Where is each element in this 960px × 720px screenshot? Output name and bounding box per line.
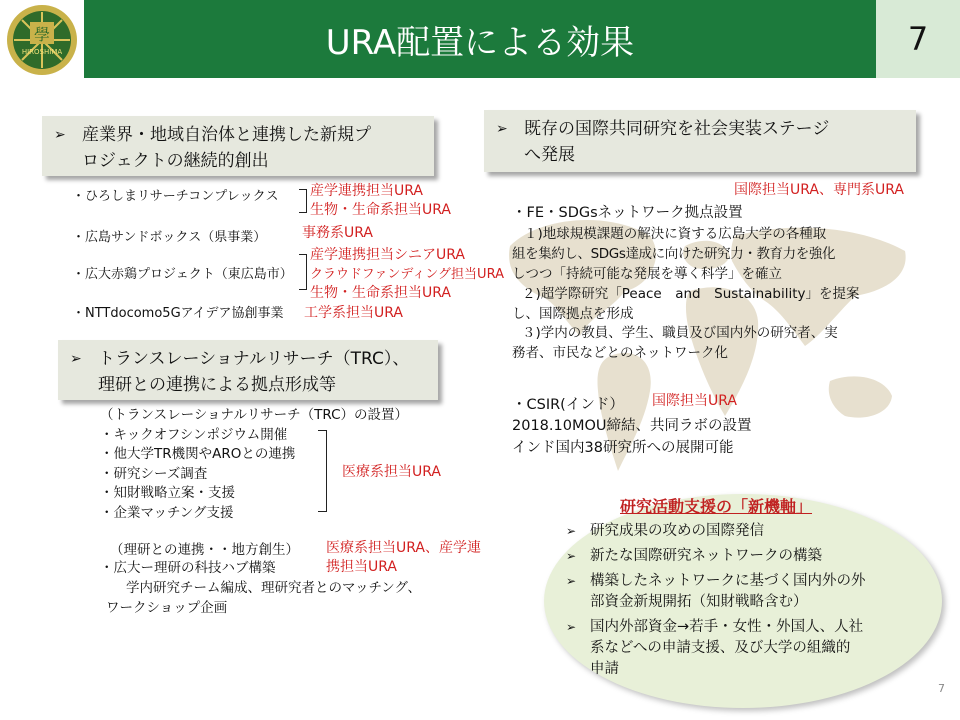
- project-item: ・NTTdocomo5Gアイデア協創事業: [72, 306, 284, 321]
- topic-box-line: 理研との連携による拠点形成等: [98, 375, 336, 395]
- ura-label: 国際担当URA、専門系URA: [734, 182, 904, 198]
- project-item: ・広大赤鶏プロジェクト（東広島市）: [72, 267, 293, 282]
- arrow-bullet-icon: ➢: [70, 351, 82, 367]
- ura-label: 医療系担当URA、産学連: [326, 540, 481, 556]
- page-number-badge: 7: [876, 0, 960, 78]
- brace: [299, 189, 307, 213]
- csir-line: 2018.10MOU締結、共同ラボの設置: [512, 418, 752, 434]
- topic-box-line: ロジェクトの継続的創出: [82, 151, 269, 171]
- arrow-bullet-icon: ➢: [496, 121, 508, 137]
- riken-item: ワークショップ企画: [106, 600, 228, 616]
- fe-line: 組を集約し、SDGs達成に向けた研究力・教育力を強化: [512, 246, 836, 262]
- arrow-bullet-icon: ➢: [566, 524, 577, 538]
- fe-line: しつつ「持続可能な発展を導く科学」を確立: [512, 266, 782, 282]
- arrow-bullet-icon: ➢: [566, 549, 577, 563]
- ura-label: 医療系担当URA: [342, 464, 441, 480]
- footer-page-number: 7: [938, 682, 945, 695]
- oval-item-text: 系などへの申請支援、及び大学の組織的: [590, 640, 851, 656]
- ura-label: 携担当URA: [326, 559, 397, 575]
- trc-item: ・知財戦略立案・支援: [100, 485, 235, 501]
- ura-label: 生物・生命系担当URA: [310, 202, 451, 218]
- riken-item: ・広大ー理研の科技ハブ構築: [100, 560, 276, 576]
- logo-text: HIROSHIMA: [21, 48, 63, 56]
- csir-title: ・CSIR(インド）: [512, 397, 624, 413]
- topic-box-line: 既存の国際共同研究を社会実装ステージ: [524, 119, 830, 139]
- trc-item: ・他大学TR機関やAROとの連携: [100, 446, 296, 462]
- project-item: ・ひろしまリサーチコンプレックス: [72, 189, 279, 204]
- ura-label: クラウドファンディング担当URA: [310, 267, 504, 282]
- arrow-bullet-icon: ➢: [566, 620, 577, 634]
- brace: [318, 430, 327, 512]
- fe-line: し、国際拠点を形成: [512, 306, 634, 322]
- brace: [299, 254, 307, 290]
- oval-item-text: 部資金新規開拓（知財戦略含む）: [590, 594, 808, 610]
- topic-box-line: トランスレーショナルリサーチ（TRC）、: [98, 349, 410, 369]
- trc-item: （トランスレーショナルリサーチ（TRC）の設置）: [100, 407, 408, 423]
- topic-box-line: 産業界・地域自治体と連携した新規プ: [82, 125, 371, 145]
- ura-label: 生物・生命系担当URA: [310, 285, 451, 301]
- ura-label: 産学連携担当シニアURA: [310, 247, 465, 263]
- fe-line: ２)超学際研究「Peace and Sustainability」を提案: [522, 286, 860, 302]
- topic-box-international: [484, 110, 916, 172]
- arrow-bullet-icon: ➢: [566, 574, 577, 588]
- oval-title: 研究活動支援の「新機軸」: [620, 497, 813, 516]
- topic-box-line: へ発展: [524, 145, 575, 165]
- trc-item: ・研究シーズ調査: [100, 465, 208, 482]
- ura-label: 産学連携担当URA: [310, 183, 423, 199]
- oval-item-text: 構築したネットワークに基づく国内外の外: [590, 573, 866, 589]
- project-item: ・広島サンドボックス（県事業）: [72, 230, 267, 245]
- oval-item-text: 申請: [590, 661, 619, 677]
- fe-line: ３)学内の教員、学生、職員及び国内外の研究者、実: [522, 325, 838, 341]
- university-logo: [6, 4, 78, 76]
- ura-label: 国際担当URA: [652, 393, 737, 409]
- riken-item: 学内研究チーム編成、理研究者とのマッチング、: [126, 580, 421, 596]
- topic-box-trc: [58, 340, 438, 400]
- riken-item: （理研との連携・・地方創生）: [110, 542, 299, 558]
- ura-label: 工学系担当URA: [304, 305, 403, 321]
- fe-line: 務者、市民などとのネットワーク化: [512, 345, 728, 361]
- oval-item-text: 新たな国際研究ネットワークの構築: [590, 548, 822, 564]
- oval-item-text: 国内外部資金→若手・女性・外国人、人社: [590, 619, 864, 635]
- csir-line: インド国内38研究所への展開可能: [512, 440, 734, 456]
- oval-item-text: 研究成果の攻めの国際発信: [590, 523, 764, 539]
- fe-line: １)地球規模課題の解決に資する広島大学の各種取: [524, 226, 827, 242]
- svg-text:學: 學: [33, 25, 51, 44]
- ura-label: 事務系URA: [302, 225, 373, 241]
- trc-item: ・キックオフシンポジウム開催: [100, 426, 288, 443]
- fe-title: ・FE・SDGsネットワーク拠点設置: [512, 205, 743, 221]
- slide-title: URA配置による効果: [325, 22, 635, 63]
- topic-box-industry: [42, 116, 434, 176]
- arrow-bullet-icon: ➢: [54, 127, 66, 143]
- trc-item: ・企業マッチング支援: [100, 504, 234, 521]
